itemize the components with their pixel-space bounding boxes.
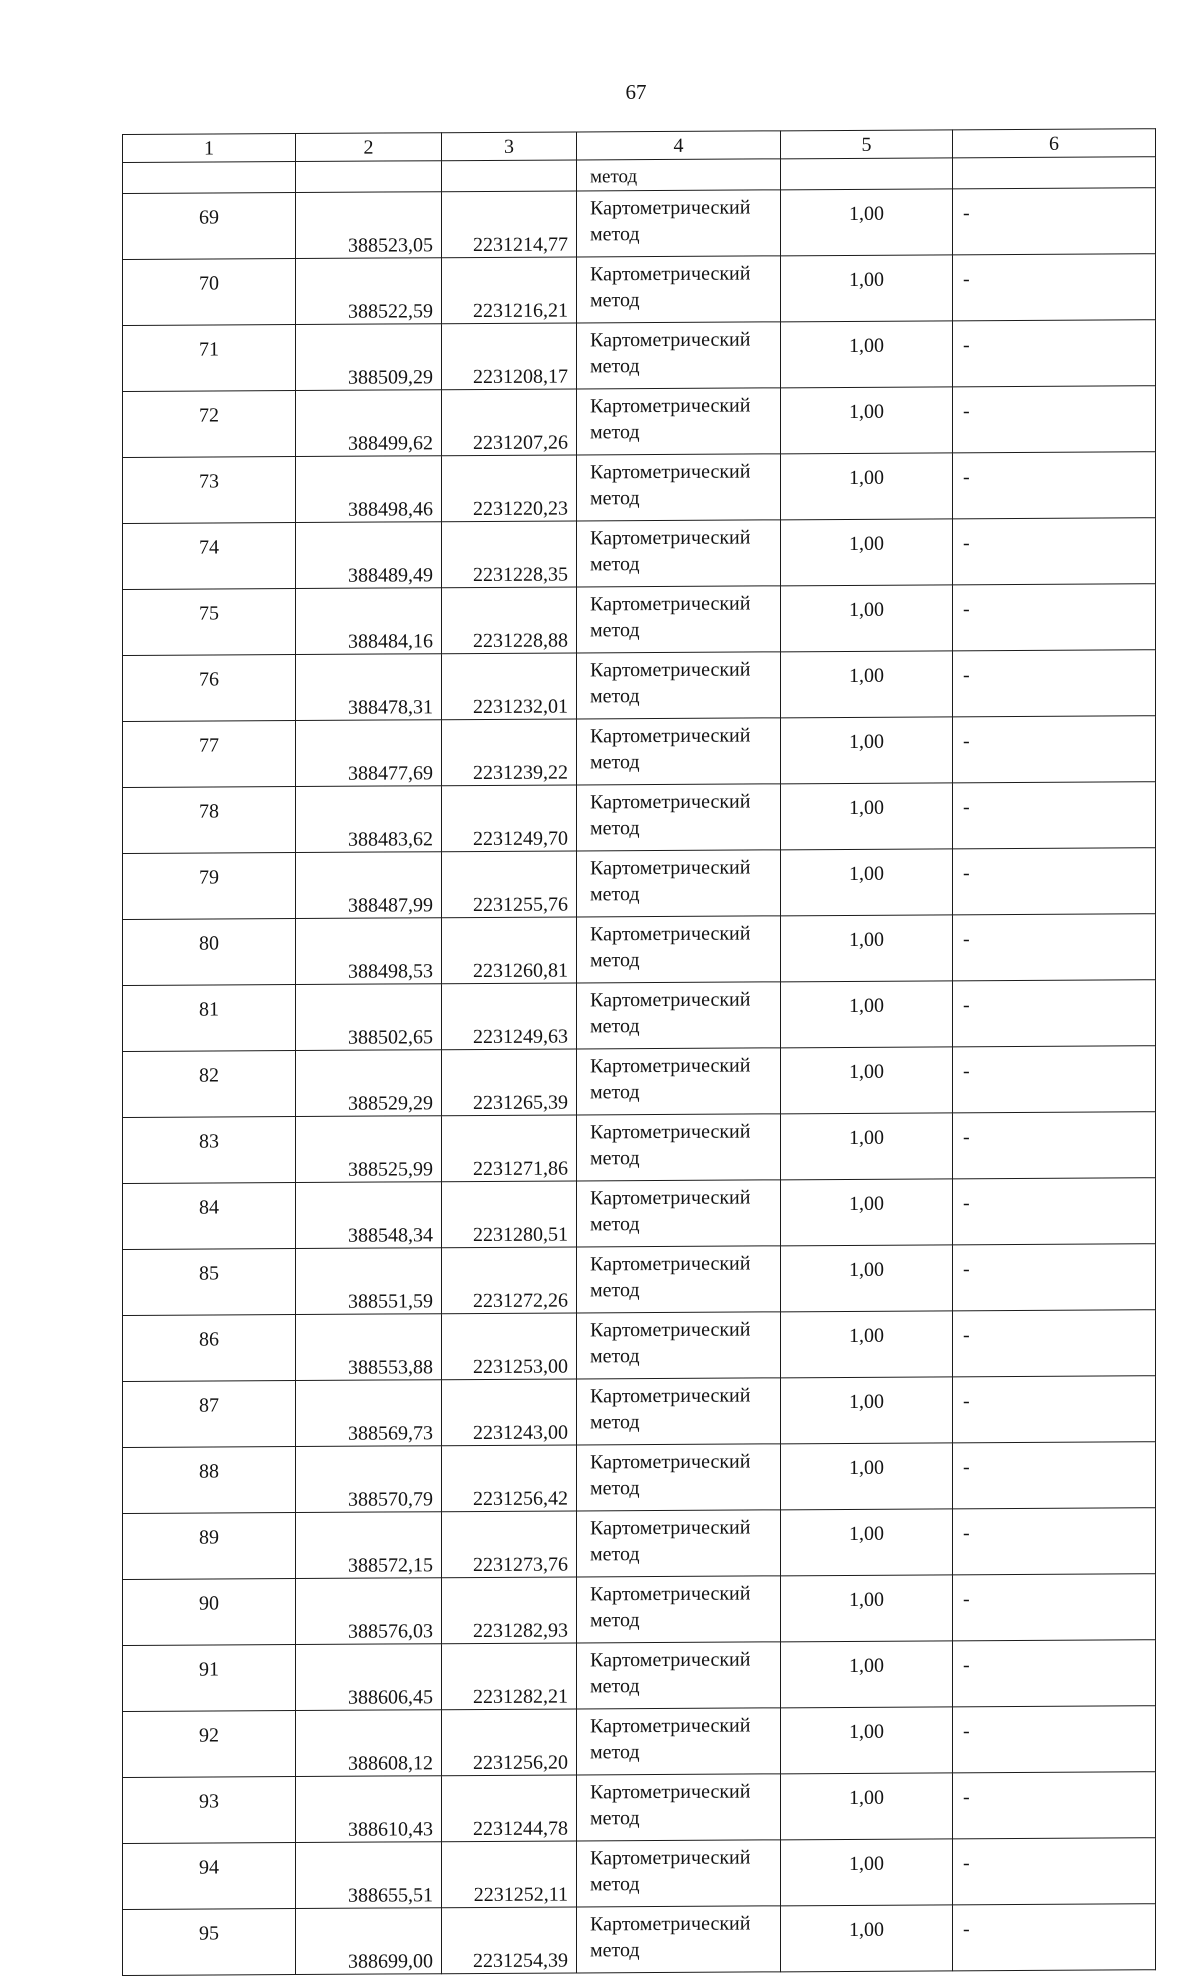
method-cell <box>577 784 781 851</box>
table-row <box>123 188 1156 260</box>
y-coordinate-cell: 2231244,78 <box>442 1775 577 1842</box>
x-coordinate-cell: 388655,51 <box>296 1842 442 1909</box>
y-coordinate-cell: 2231282,93 <box>442 1577 577 1644</box>
y-coordinate-cell: 2231249,70 <box>442 785 577 852</box>
y-coordinate-cell: 2231214,77 <box>442 191 577 258</box>
method-cell <box>577 1708 781 1775</box>
coordinates-table <box>122 128 1156 1976</box>
x-coordinate-cell: 388487,99 <box>296 852 442 919</box>
table-row <box>123 518 1156 590</box>
method-line-2: метод <box>590 751 640 774</box>
method-cell <box>577 850 781 917</box>
method-line-2: метод <box>590 619 640 642</box>
method-cell <box>577 1312 781 1379</box>
point-number-cell: 82 <box>123 1051 296 1118</box>
method-cell <box>577 256 781 323</box>
note-cell: - <box>953 980 1156 1047</box>
y-coordinate-cell: 2231282,21 <box>442 1643 577 1710</box>
note-cell: - <box>953 1112 1156 1179</box>
note-cell: - <box>953 1508 1156 1575</box>
method-line-2: метод <box>590 421 640 444</box>
note-cell: - <box>953 452 1156 519</box>
method-cell <box>577 1774 781 1841</box>
precision-cell: 1,00 <box>781 783 953 850</box>
table-row <box>123 848 1156 920</box>
y-coordinate-cell: 2231232,01 <box>442 653 577 720</box>
method-cell <box>577 718 781 785</box>
continuation-cell-5 <box>781 158 953 190</box>
point-number-cell: 70 <box>123 259 296 326</box>
point-number-cell: 69 <box>123 193 296 260</box>
point-number-cell: 86 <box>123 1315 296 1382</box>
precision-cell: 1,00 <box>781 1509 953 1576</box>
x-coordinate-cell: 388477,69 <box>296 720 442 787</box>
method-line-2: метод <box>590 1873 640 1896</box>
point-number-cell: 94 <box>123 1843 296 1910</box>
method-line-1: Картометрический <box>590 1450 751 1474</box>
method-cell <box>577 1048 781 1115</box>
method-cell <box>577 1246 781 1313</box>
y-coordinate-cell: 2231272,26 <box>442 1247 577 1314</box>
table-row <box>123 980 1156 1052</box>
table-row <box>123 1178 1156 1250</box>
method-line-2: метод <box>590 487 640 510</box>
point-number-cell: 85 <box>123 1249 296 1316</box>
method-line-2: метод <box>590 1807 640 1830</box>
precision-cell: 1,00 <box>781 1179 953 1246</box>
method-cell <box>577 652 781 719</box>
point-number-cell: 87 <box>123 1381 296 1448</box>
x-coordinate-cell: 388484,16 <box>296 588 442 655</box>
x-coordinate-cell: 388509,29 <box>296 324 442 391</box>
column-header-1: 1 <box>123 134 296 163</box>
y-coordinate-cell: 2231253,00 <box>442 1313 577 1380</box>
note-cell: - <box>953 320 1156 387</box>
note-cell: - <box>953 1640 1156 1707</box>
x-coordinate-cell: 388502,65 <box>296 984 442 1051</box>
method-line-1: Картометрический <box>590 394 751 418</box>
note-cell: - <box>953 254 1156 321</box>
precision-cell: 1,00 <box>781 189 953 256</box>
method-line-1: Картометрический <box>590 1516 751 1540</box>
point-number-cell: 83 <box>123 1117 296 1184</box>
column-header-5: 5 <box>781 130 953 159</box>
method-cell <box>577 520 781 587</box>
point-number-cell: 81 <box>123 985 296 1052</box>
method-line-1: Картометрический <box>590 1318 751 1342</box>
method-line-1: Картометрический <box>590 1912 751 1936</box>
y-coordinate-cell: 2231256,20 <box>442 1709 577 1776</box>
y-coordinate-cell: 2231220,23 <box>442 455 577 522</box>
method-line-1: Картометрический <box>590 1780 751 1804</box>
column-header-3: 3 <box>442 132 577 161</box>
method-line-1: Картометрический <box>590 1714 751 1738</box>
x-coordinate-cell: 388548,34 <box>296 1182 442 1249</box>
x-coordinate-cell: 388576,03 <box>296 1578 442 1645</box>
method-line-2: метод <box>590 1543 640 1566</box>
method-line-2: метод <box>590 553 640 576</box>
point-number-cell: 92 <box>123 1711 296 1778</box>
method-cell <box>577 1510 781 1577</box>
note-cell: - <box>953 584 1156 651</box>
table-row <box>123 650 1156 722</box>
method-line-1: Картометрический <box>590 526 751 550</box>
x-coordinate-cell: 388610,43 <box>296 1776 442 1843</box>
method-line-2: метод <box>590 1675 640 1698</box>
continuation-cell-6 <box>953 157 1156 189</box>
method-cell <box>577 322 781 389</box>
table-row <box>123 1046 1156 1118</box>
x-coordinate-cell: 388489,49 <box>296 522 442 589</box>
note-cell: - <box>953 1178 1156 1245</box>
table-row <box>123 1508 1156 1580</box>
method-cell <box>577 982 781 1049</box>
y-coordinate-cell: 2231260,81 <box>442 917 577 984</box>
method-line-2: метод <box>590 289 640 312</box>
note-cell: - <box>953 1310 1156 1377</box>
method-line-1: Картометрический <box>590 1054 751 1078</box>
method-cell <box>577 1444 781 1511</box>
method-cell <box>577 1180 781 1247</box>
point-number-cell: 84 <box>123 1183 296 1250</box>
precision-cell: 1,00 <box>781 651 953 718</box>
y-coordinate-cell: 2231208,17 <box>442 323 577 390</box>
x-coordinate-cell: 388499,62 <box>296 390 442 457</box>
x-coordinate-cell: 388608,12 <box>296 1710 442 1777</box>
point-number-cell: 73 <box>123 457 296 524</box>
continuation-cell-2 <box>296 161 442 193</box>
note-cell: - <box>953 1574 1156 1641</box>
point-number-cell: 76 <box>123 655 296 722</box>
method-line-1: Картометрический <box>590 460 751 484</box>
method-line-2: метод <box>590 1147 640 1170</box>
method-line-2: метод <box>590 1081 640 1104</box>
method-line-2: метод <box>590 883 640 906</box>
note-cell: - <box>953 1838 1156 1905</box>
y-coordinate-cell: 2231228,35 <box>442 521 577 588</box>
x-coordinate-cell: 388606,45 <box>296 1644 442 1711</box>
method-line-1: Картометрический <box>590 922 751 946</box>
method-line-1: Картометрический <box>590 262 751 286</box>
method-cell <box>577 916 781 983</box>
method-line-2: метод <box>590 223 640 246</box>
method-cell <box>577 1378 781 1445</box>
note-cell: - <box>953 1904 1156 1971</box>
precision-cell: 1,00 <box>781 1311 953 1378</box>
y-coordinate-cell: 2231243,00 <box>442 1379 577 1446</box>
table-row <box>123 782 1156 854</box>
point-number-cell: 90 <box>123 1579 296 1646</box>
method-cell <box>577 1642 781 1709</box>
x-coordinate-cell: 388483,62 <box>296 786 442 853</box>
precision-cell: 1,00 <box>781 1377 953 1444</box>
note-cell: - <box>953 1244 1156 1311</box>
y-coordinate-cell: 2231256,42 <box>442 1445 577 1512</box>
method-line-2: метод <box>590 1015 640 1038</box>
y-coordinate-cell: 2231280,51 <box>442 1181 577 1248</box>
method-line-1: Картометрический <box>590 856 751 880</box>
point-number-cell: 89 <box>123 1513 296 1580</box>
method-cell <box>577 1906 781 1973</box>
note-cell: - <box>953 1706 1156 1773</box>
x-coordinate-cell: 388699,00 <box>296 1908 442 1975</box>
method-line-2: метод <box>590 1213 640 1236</box>
note-cell: - <box>953 782 1156 849</box>
table-row <box>123 584 1156 656</box>
y-coordinate-cell: 2231265,39 <box>442 1049 577 1116</box>
method-cell <box>577 388 781 455</box>
precision-cell: 1,00 <box>781 1047 953 1114</box>
column-header-2: 2 <box>296 133 442 162</box>
continuation-method: метод <box>577 159 781 191</box>
table-row <box>123 716 1156 788</box>
x-coordinate-cell: 388498,53 <box>296 918 442 985</box>
y-coordinate-cell: 2231239,22 <box>442 719 577 786</box>
precision-cell: 1,00 <box>781 1443 953 1510</box>
note-cell: - <box>953 914 1156 981</box>
x-coordinate-cell: 388572,15 <box>296 1512 442 1579</box>
method-line-2: метод <box>590 817 640 840</box>
point-number-cell: 93 <box>123 1777 296 1844</box>
table-row <box>123 386 1156 458</box>
point-number-cell: 75 <box>123 589 296 656</box>
precision-cell: 1,00 <box>781 585 953 652</box>
method-line-2: метод <box>590 1939 640 1962</box>
precision-cell: 1,00 <box>781 387 953 454</box>
note-cell: - <box>953 188 1156 255</box>
precision-cell: 1,00 <box>781 1773 953 1840</box>
method-line-2: метод <box>590 685 640 708</box>
table-row <box>123 452 1156 524</box>
point-number-cell: 91 <box>123 1645 296 1712</box>
x-coordinate-cell: 388570,79 <box>296 1446 442 1513</box>
x-coordinate-cell: 388529,29 <box>296 1050 442 1117</box>
method-line-2: метод <box>590 1411 640 1434</box>
x-coordinate-cell: 388551,59 <box>296 1248 442 1315</box>
note-cell: - <box>953 1772 1156 1839</box>
note-cell: - <box>953 650 1156 717</box>
method-line-1: Картометрический <box>590 1186 751 1210</box>
precision-cell: 1,00 <box>781 1575 953 1642</box>
method-line-2: метод <box>590 1609 640 1632</box>
x-coordinate-cell: 388478,31 <box>296 654 442 721</box>
x-coordinate-cell: 388523,05 <box>296 192 442 259</box>
point-number-cell: 88 <box>123 1447 296 1514</box>
point-number-cell: 95 <box>123 1909 296 1976</box>
precision-cell: 1,00 <box>781 1245 953 1312</box>
precision-cell: 1,00 <box>781 453 953 520</box>
note-cell: - <box>953 1442 1156 1509</box>
point-number-cell: 78 <box>123 787 296 854</box>
method-cell <box>577 1576 781 1643</box>
method-cell <box>577 190 781 257</box>
method-line-2: метод <box>590 1279 640 1302</box>
y-coordinate-cell: 2231207,26 <box>442 389 577 456</box>
table-row <box>123 1376 1156 1448</box>
table-row <box>123 1112 1156 1184</box>
y-coordinate-cell: 2231249,63 <box>442 983 577 1050</box>
method-line-2: метод <box>590 1741 640 1764</box>
method-line-1: Картометрический <box>590 196 751 220</box>
column-header-6: 6 <box>953 129 1156 158</box>
method-line-1: Картометрический <box>590 1252 751 1276</box>
y-coordinate-cell: 2231273,76 <box>442 1511 577 1578</box>
method-line-2: метод <box>590 1345 640 1368</box>
table-row <box>123 254 1156 326</box>
method-cell <box>577 1840 781 1907</box>
method-line-1: Картометрический <box>590 724 751 748</box>
table-row <box>123 1640 1156 1712</box>
precision-cell: 1,00 <box>781 849 953 916</box>
method-line-1: Картометрический <box>590 1846 751 1870</box>
method-line-1: Картометрический <box>590 1120 751 1144</box>
column-header-4: 4 <box>577 131 781 160</box>
y-coordinate-cell: 2231228,88 <box>442 587 577 654</box>
precision-cell: 1,00 <box>781 981 953 1048</box>
note-cell: - <box>953 518 1156 585</box>
continuation-cell-3 <box>442 160 577 192</box>
method-line-2: метод <box>590 949 640 972</box>
point-number-cell: 72 <box>123 391 296 458</box>
point-number-cell: 71 <box>123 325 296 392</box>
table-row <box>123 1838 1156 1910</box>
note-cell: - <box>953 848 1156 915</box>
table-row <box>123 1904 1156 1976</box>
continuation-cell-1 <box>123 162 296 194</box>
y-coordinate-cell: 2231271,86 <box>442 1115 577 1182</box>
x-coordinate-cell: 388553,88 <box>296 1314 442 1381</box>
note-cell: - <box>953 1376 1156 1443</box>
y-coordinate-cell: 2231254,39 <box>442 1907 577 1974</box>
method-cell <box>577 454 781 521</box>
note-cell: - <box>953 386 1156 453</box>
precision-cell: 1,00 <box>781 1113 953 1180</box>
method-line-1: Картометрический <box>590 658 751 682</box>
table-row <box>123 320 1156 392</box>
method-line-1: Картометрический <box>590 1582 751 1606</box>
method-line-2: метод <box>590 1477 640 1500</box>
table-row <box>123 1310 1156 1382</box>
table-row <box>123 1706 1156 1778</box>
x-coordinate-cell: 388525,99 <box>296 1116 442 1183</box>
point-number-cell: 80 <box>123 919 296 986</box>
table-row <box>123 1772 1156 1844</box>
point-number-cell: 79 <box>123 853 296 920</box>
method-line-1: Картометрический <box>590 1384 751 1408</box>
note-cell: - <box>953 716 1156 783</box>
x-coordinate-cell: 388498,46 <box>296 456 442 523</box>
table-row <box>123 1442 1156 1514</box>
method-line-1: Картометрический <box>590 1648 751 1672</box>
y-coordinate-cell: 2231216,21 <box>442 257 577 324</box>
method-cell <box>577 1114 781 1181</box>
point-number-cell: 77 <box>123 721 296 788</box>
x-coordinate-cell: 388569,73 <box>296 1380 442 1447</box>
point-number-cell: 74 <box>123 523 296 590</box>
method-line-1: Картометрический <box>590 592 751 616</box>
method-line-2: метод <box>590 355 640 378</box>
y-coordinate-cell: 2231255,76 <box>442 851 577 918</box>
precision-cell: 1,00 <box>781 255 953 322</box>
x-coordinate-cell: 388522,59 <box>296 258 442 325</box>
precision-cell: 1,00 <box>781 1641 953 1708</box>
method-line-1: Картометрический <box>590 328 751 352</box>
page-number: 67 <box>625 80 647 104</box>
precision-cell: 1,00 <box>781 717 953 784</box>
coordinates-table-body <box>123 129 1156 1976</box>
precision-cell: 1,00 <box>781 1905 953 1972</box>
method-line-1: Картометрический <box>590 988 751 1012</box>
method-line-1: Картометрический <box>590 790 751 814</box>
y-coordinate-cell: 2231252,11 <box>442 1841 577 1908</box>
precision-cell: 1,00 <box>781 519 953 586</box>
table-row <box>123 914 1156 986</box>
method-cell <box>577 586 781 653</box>
precision-cell: 1,00 <box>781 1707 953 1774</box>
precision-cell: 1,00 <box>781 915 953 982</box>
table-row <box>123 1574 1156 1646</box>
precision-cell: 1,00 <box>781 1839 953 1906</box>
note-cell: - <box>953 1046 1156 1113</box>
precision-cell: 1,00 <box>781 321 953 388</box>
table-row <box>123 1244 1156 1316</box>
